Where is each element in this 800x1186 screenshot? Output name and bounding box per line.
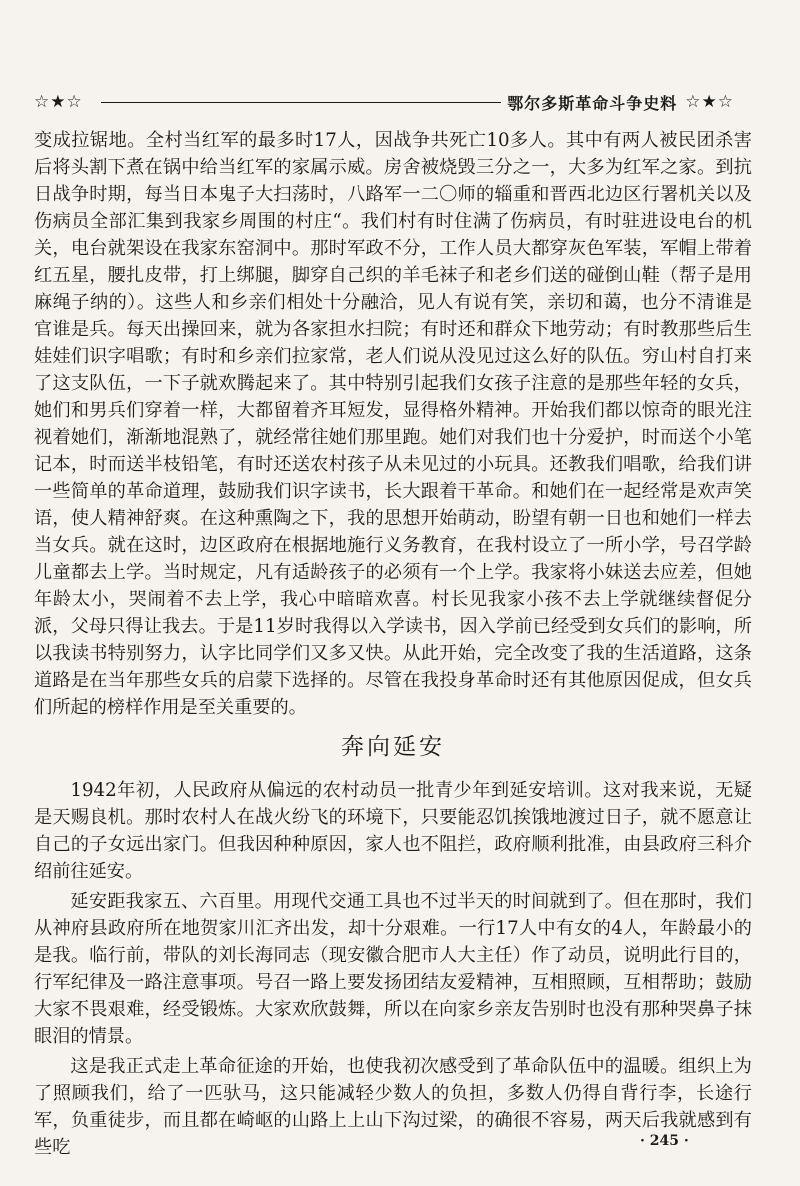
left-stars-ornament: ☆★☆ [34, 92, 83, 112]
paragraph: 1942年初，人民政府从偏远的农村动员一批青少年到延安培训。这对我来说，无疑是天赐良机。那时农村人在战火纷飞的环境下，只要能忍饥挨饿地渡过日子，就不愿意让自己的子女远出家门。但我因种种原因，家人也不阻拦，政府顺利批准，由县政府三科介绍前往延安。 [34, 780, 752, 882]
section-heading: 奔向延安 [341, 734, 445, 760]
header-rule [101, 102, 502, 103]
paragraph: 延安距我家五、六百里。用现代交通工具也不过半天的时间就到了。但在那时，我们从神府县政府所在地贺家川汇齐出发，却十分艰难。一行17人中有女的4人，年龄最小的是我。临行前，带队的刘长海同志（现安徽合肥市人大主任）作了动员，说明此行目的，行军纪律及一路注意事项。号召一路上要发扬团结友爱精神，互相照顾，互相帮助；鼓励大家不畏艰难，经受锻炼。大家欢欣鼓舞，所以在向家乡亲友告别时也没有那种哭鼻子抹眼泪的情景。 [34, 891, 752, 1047]
paragraph-continued: 变成拉锯地。全村当红军的最多时17人，因战争共死亡10多人。其中有两人被民团杀害后将头割下煮在锅中给当红军的家属示威。房舍被烧毁三分之一，大多为红军之家。到抗日战争时期，每当日本鬼子大扫荡时，八路军一二〇师的辎重和晋西北边区行署机关以及伤病员全部汇集到我家乡周围的村庄“。我们村有时住满了伤病员，有时驻进设电台的机关，电台就架设在我家东窑洞中。那时军政不分，工作人员大都穿灰色军装，军帽上带着红五星，腰扎皮带，打上绑腿，脚穿自己织的羊毛袜子和老乡们送的碰倒山鞋（帮子是用麻绳子纳的）。这些人和乡亲们相处十分融洽，见人有说有笑，亲切和蔼，也分不清谁是官谁是兵。每天出操回来，就为各家担水扫院；有时还和群众下地劳动；有时教那些后生娃娃们识字唱歌；有时和乡亲们拉家常，老人们说从没见过这么好的队伍。穷山村自打来了这支队伍，一下子就欢腾起来了。其中特别引起我们女孩子注意的是那些年轻的女兵，她们和男兵们穿着一样，大都留着齐耳短发，显得格外精神。开始我们都以惊奇的眼光注视着她们，渐渐地混熟了，就经常往她们那里跑。她们对我们也十分爱护，时而送个小笔记本，时而送半枝铅笔，有时还送农村孩子从未见过的小玩具。还教我们唱歌，给我们讲一些简单的革命道理，鼓励我们识字读书，长大跟着干革命。和她们在一起经常是欢声笑语，使人精神舒爽。在这种熏陶之下，我的思想开始萌动，盼望有朝一日也和她们一样去当女兵。就在这时，边区政府在根据地施行义务教育，在我村设立了一所小学，号召学龄儿童都去上学。当时规定，凡有适龄孩子的必须有一个上学。我家将小妹送去应差，但她年龄太小，哭闹着不去上学，我心中暗暗欢喜。村长见我家小孩不去上学就继续督促分派，父母只得让我去。于是11岁时我得以入学读书，因入学前已经受到女兵们的影响，所以我读书特别努力，认字比同学们又多又快。从此开始，完全改变了我的生活道路，这条道路是在当年那些女兵的启蒙下选择的。尽管在我投身革命时还有其他原因促成，但女兵们所起的榜样作用是至关重要的。 [34, 130, 752, 718]
running-header [34, 90, 734, 114]
page-body [34, 127, 752, 1161]
page-number: · 245 · [640, 1133, 689, 1149]
right-stars-ornament: ☆★☆ [685, 92, 734, 112]
paragraph: 这是我正式走上革命征途的开始，也使我初次感受到了革命队伍中的温暖。组织上为了照顾我们，给了一匹驮马，这只能减轻少数人的负担，多数人仍得自背行李，长途行军，负重徒步，而且都在崎岖的山路上上山下沟过梁，的确很不容易，两天后我就感到有些吃 [34, 1056, 752, 1158]
book-title: 鄂尔多斯革命斗争史料 [507, 93, 678, 113]
